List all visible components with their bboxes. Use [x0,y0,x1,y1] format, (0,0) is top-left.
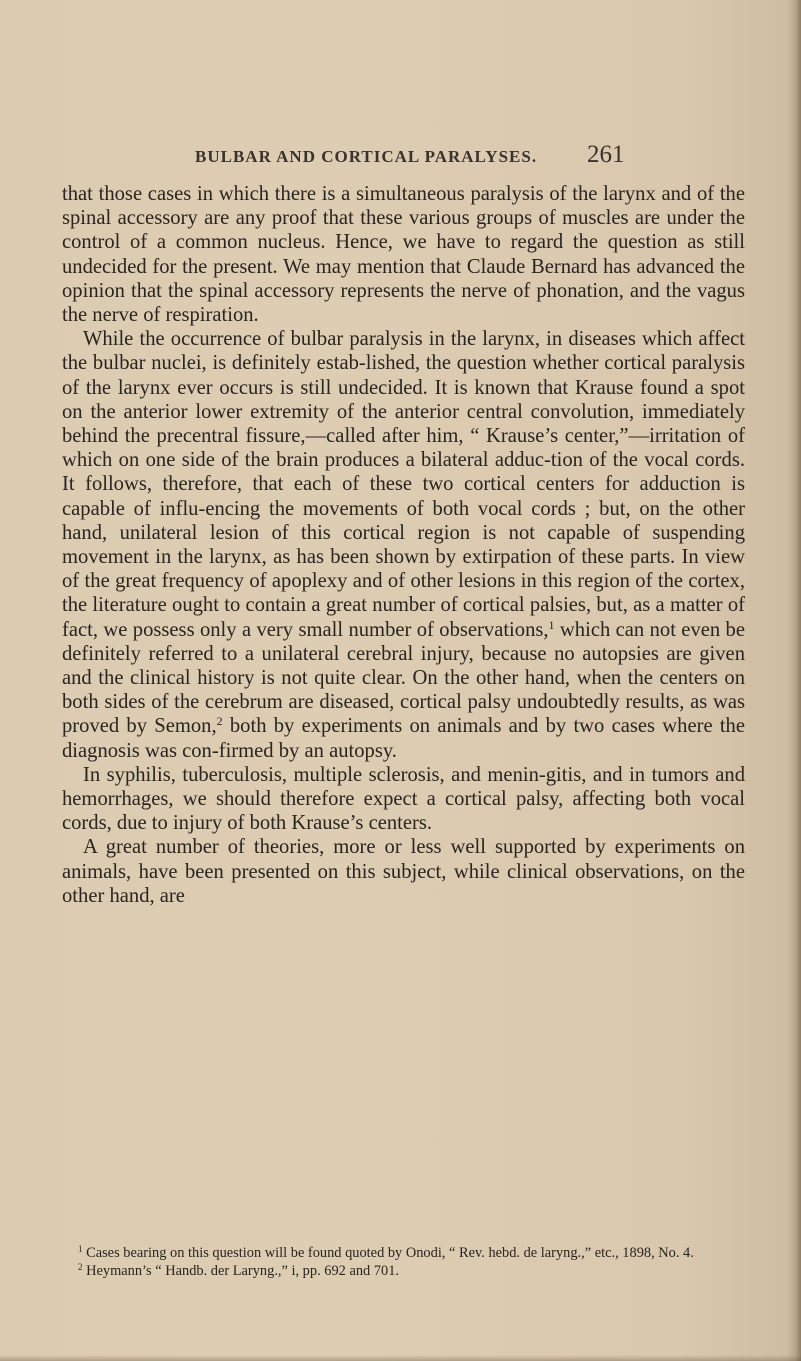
footnotes [62,1245,745,1280]
paragraph-2-text-b: which can not even be definitely referred to a unilateral cerebral injury, because no autopsies are given and the clinical history is not quite clear. On the other hand, when the centers on both sides of the cerebrum are diseased, cortical palsy undoubtedly results, as was proved by Semon, [62,618,745,738]
footnote-1 [62,1245,745,1263]
footnote-ref-2: 2 [216,714,223,729]
paragraph-4 [62,835,745,908]
paragraph-2 [62,327,745,763]
body-text [62,182,745,908]
footnote-1-text: Cases bearing on this question will be found quoted by Onodi, “ Rev. hebd. de laryng.,” etc., 1898, No. 4. [82,1245,694,1261]
paragraph-2-text-a: While the occurrence of bulbar paralysis in the larynx, in diseases which affect the bulbar nuclei, is definitely estab-lished, the question whether cortical paralysis of the larynx ever occurs is still undecided. It is known that Krause found a spot on the anterior lower extremity of the anterior central convolution, immediately behind the precentral fissure,—called after him, “ Krause’s center,”—irritation of which on one side of the brain produces a bilateral adduc-tion of the vocal cords. It follows, therefore, that each of these two cortical centers for adduction is capable of influ-encing the movements of both vocal cords ; but, on the other hand, unilateral lesion of this cortical region is not capable of suspending movement in the larynx, as has been shown by extirpation of these parts. In view of the great frequency of apoplexy and of other lesions in this region of the cortex, the literature ought to contain a great number of cortical palsies, but, as a matter of fact, we possess only a very small number of observations, [62,328,745,641]
footnote-2-mark: 2 [78,1261,83,1272]
page-number: 261 [587,141,625,168]
paragraph-1 [62,182,745,327]
paragraph-1-text: that those cases in which there is a simultaneous paralysis of the larynx and of the spinal accessory are any proof that these various groups of muscles are under the control of a common nucleus. Hence, we have to regard the question as still undecided for the present. We may mention that Claude Bernard has advanced the opinion that the spinal accessory represents the nerve of phonation, and the vagus the nerve of respiration. [62,183,745,327]
footnote-ref-1: 1 [548,617,555,632]
paragraph-3-text: In syphilis, tuberculosis, multiple sclerosis, and menin-gitis, and in tumors and hemorrhages, we should therefore expect a cortical palsy, affecting both vocal cords, due to injury of both Krause’s centers. [62,763,745,835]
footnote-1-mark: 1 [78,1244,83,1254]
footnote-2 [62,1263,745,1281]
paragraph-3 [62,763,745,836]
page-header [195,141,635,171]
paragraph-4-text: A great number of theories, more or less well supported by experiments on animals, have been presented on this subject, while clinical observations, on the other hand, are [62,836,745,907]
footnote-2-text: Heymann’s “ Handb. der Laryng.,” i, pp. 692 and 701. [82,1262,400,1279]
paragraph-2-text-c: both by experiments on animals and by two cases where the diagnosis was con-firmed by an autopsy. [62,715,745,762]
page-bottom-shadow [0,1355,801,1361]
running-head: BULBAR AND CORTICAL PARALYSES. [195,147,538,166]
page-edge-shadow [787,0,801,1361]
